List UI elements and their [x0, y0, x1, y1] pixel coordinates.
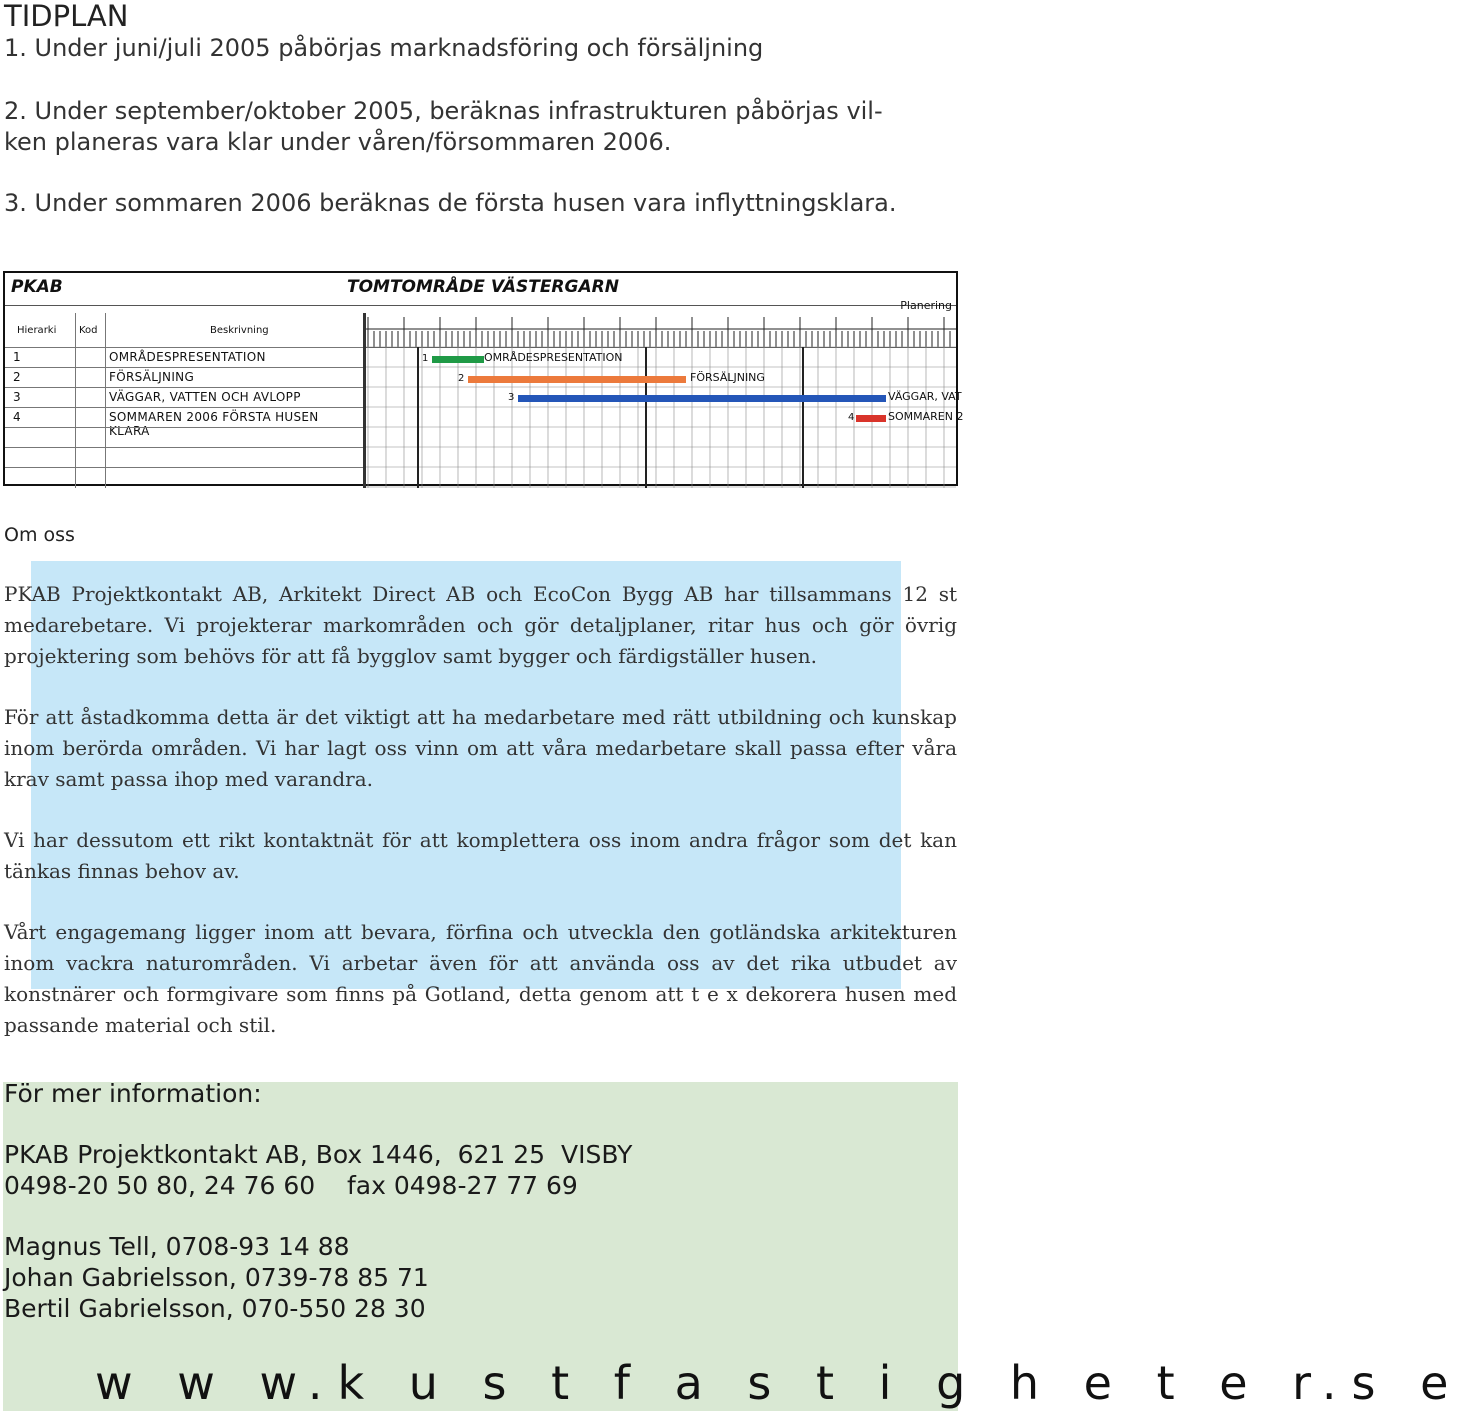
tidplan-section: [4, 0, 954, 219]
gantt-task-table: [5, 313, 366, 488]
gantt-company: PKAB: [11, 277, 63, 297]
gantt-row-number: 1: [13, 350, 21, 364]
gantt-bar-label: VÄGGAR, VAT: [888, 390, 962, 403]
gantt-planning-label: Planering: [900, 299, 952, 312]
contact-person-3: Bertil Gabrielsson, 070-550 28 30: [4, 1294, 426, 1323]
gantt-time-scale: [366, 313, 956, 348]
gantt-row: [5, 347, 363, 367]
tidplan-item-2-line2: ken planeras vara klar under våren/försommaren 2006.: [4, 128, 672, 156]
gantt-chart: [3, 271, 964, 486]
tidplan-title: TIDPLAN: [4, 0, 129, 33]
gantt-row-description: VÄGGAR, VATTEN OCH AVLOPP: [109, 390, 301, 404]
gantt-row-description: FÖRSÄLJNING: [109, 370, 195, 384]
gantt-bar-label: FÖRSÄLJNING: [690, 371, 765, 384]
tidplan-item-3: 3. Under sommaren 2006 beräknas de första husen vara inflyttningsklara.: [4, 189, 897, 217]
gantt-row: [5, 367, 363, 387]
om-oss-paragraph-1: PKAB Projektkontakt AB, Arkitekt Direct AB och EcoCon Bygg AB har tillsammans 12 st medarebetare. Vi projekterar markområden och gör detaljplaner, ritar hus och gör övrig projektering som behövs för att få bygglov samt bygger och färdigställer husen.: [4, 582, 957, 668]
gantt-bar-1: [432, 356, 484, 363]
gantt-row-description: SOMMAREN 2006 FÖRSTA HUSEN KLARA: [109, 410, 319, 438]
contact-phone: 0498-20 50 80, 24 76 60 fax 0498-27 77 69: [4, 1171, 578, 1200]
gantt-topbar: [5, 273, 956, 306]
om-oss-title: Om oss: [4, 524, 75, 546]
gantt-row-number: 2: [13, 370, 21, 384]
website-link[interactable]: w w w.k u s t f a s t i g h e t e r.s e: [95, 1356, 1463, 1410]
contact-person-2: Johan Gabrielsson, 0739-78 85 71: [4, 1263, 429, 1292]
gantt-bar-number: 4: [848, 412, 855, 423]
om-oss-body: [4, 579, 957, 1071]
gantt-bar-number: 1: [422, 353, 429, 364]
gantt-col-description: Beskrivning: [210, 325, 269, 336]
om-oss-paragraph-3: Vi har dessutom ett rikt kontaktnät för att komplettera oss inom andra frågor som det kan tänkas finnas behov av.: [4, 828, 957, 883]
gantt-bar-4: [856, 415, 886, 422]
gantt-row: [5, 407, 363, 438]
contact-address: PKAB Projektkontakt AB, Box 1446, 621 25 VISBY: [4, 1140, 633, 1169]
gantt-bar-number: 2: [458, 373, 465, 384]
gantt-row-number: 4: [13, 410, 21, 424]
gantt-bar-2: [468, 376, 686, 383]
contact-person-1: Magnus Tell, 0708-93 14 88: [4, 1232, 350, 1261]
contact-heading: För mer information:: [4, 1079, 262, 1108]
gantt-bar-3: [518, 395, 886, 402]
gantt-column-headers: [5, 321, 363, 341]
gantt-row-number: 3: [13, 390, 21, 404]
contact-section: [4, 1078, 944, 1324]
gantt-bar-label: OMRÅDESPRESENTATION: [484, 351, 623, 364]
tidplan-item-1: 1. Under juni/juli 2005 påbörjas marknadsföring och försäljning: [4, 34, 764, 62]
gantt-row: [5, 387, 363, 407]
gantt-bar-number: 3: [508, 392, 515, 403]
om-oss-paragraph-2: För att åstadkomma detta är det viktigt att ha medarbetare med rätt utbildning och kunskap inom berörda områden. Vi har lagt oss vinn om att våra medarbetare skall passa efter våra krav samt passa ihop med varandra.: [4, 705, 957, 791]
om-oss-paragraph-4: Vårt engagemang ligger inom att bevara, förfina och utveckla den gotländska arkitekturen inom vackra naturområden. Vi arbetar även för att använda oss av det rika utbudet av konstnärer och formgivare som finns på Gotland, detta genom att t e x dekorera husen med passande material och stil.: [4, 920, 957, 1037]
gantt-timeline: [366, 313, 964, 488]
gantt-project-title: TOMTOMRÅDE VÄSTERGARN: [347, 277, 619, 297]
gantt-bar-label: SOMMAREN 2: [888, 410, 964, 423]
gantt-col-code: Kod: [79, 325, 98, 336]
tidplan-item-2-line1: 2. Under september/oktober 2005, beräknas infrastrukturen påbörjas vil-: [4, 97, 883, 125]
gantt-row-description: OMRÅDESPRESENTATION: [109, 350, 266, 364]
gantt-col-hierarchy: Hierarki: [17, 325, 57, 336]
